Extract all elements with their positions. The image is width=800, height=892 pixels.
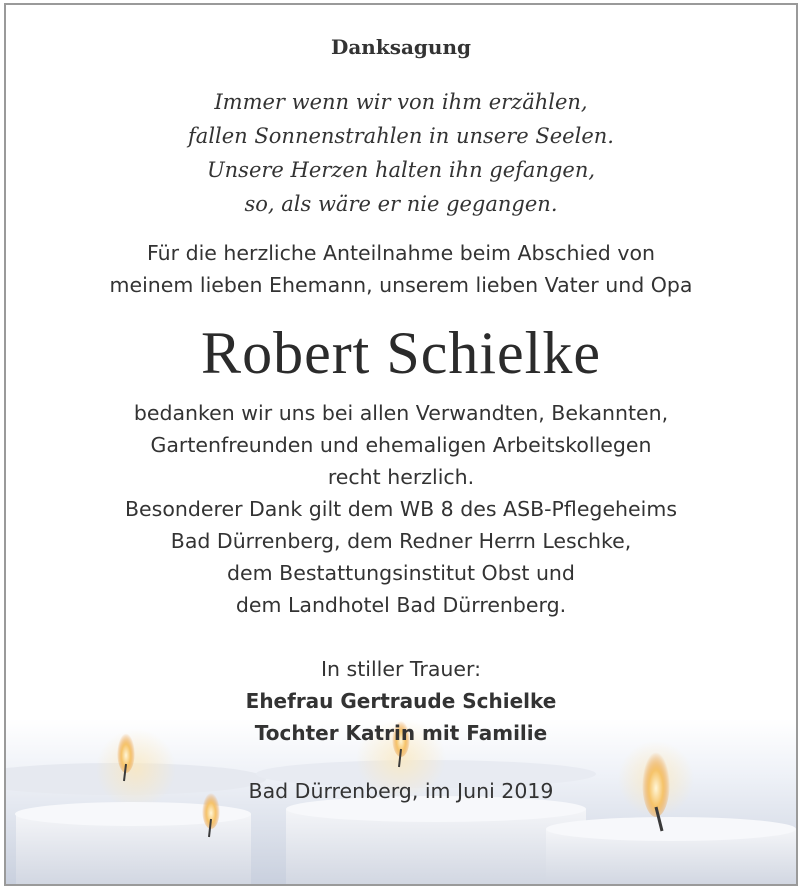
poem-line: so, als wäre er nie gegangen. [244, 192, 558, 216]
thanks-line: Bad Dürrenberg, dem Redner Herrn Leschke, [170, 529, 632, 553]
deceased-name: Robert Schielke [201, 320, 601, 386]
thanks-line: dem Landhotel Bad Dürrenberg. [235, 593, 567, 617]
intro-line: meinem lieben Ehemann, unserem lieben Vater und Opa [109, 273, 693, 297]
poem [6, 85, 796, 221]
poem-line: Unsere Herzen halten ihn gefangen, [206, 158, 596, 182]
thanks-line: bedanken wir uns bei allen Verwandten, Bekannten, [133, 401, 669, 425]
thanks-line: Gartenfreunden und ehemaligen Arbeitskollegen [150, 433, 652, 457]
poem-line: Immer wenn wir von ihm erzählen, [214, 90, 588, 114]
notice-heading: Danksagung [331, 35, 471, 59]
thanks-line: Besonderer Dank gilt dem WB 8 des ASB-Pflegeheims [124, 497, 678, 521]
thanks-line: dem Bestattungsinstitut Obst und [227, 561, 575, 585]
mourner-name: Tochter Katrin mit Familie [254, 721, 548, 745]
mourning-block [6, 653, 796, 749]
place-date: Bad Dürrenberg, im Juni 2019 [248, 779, 554, 803]
thanks-text [6, 397, 796, 621]
intro-text [6, 237, 796, 301]
poem-line: fallen Sonnenstrahlen in unsere Seelen. [188, 124, 614, 148]
mourning-label: In stiller Trauer: [321, 657, 481, 681]
obituary-card [4, 3, 798, 886]
mourner-name: Ehefrau Gertraude Schielke [245, 689, 557, 713]
intro-line: Für die herzliche Anteilnahme beim Abschied von [146, 241, 655, 265]
thanks-line: recht herzlich. [327, 465, 475, 489]
